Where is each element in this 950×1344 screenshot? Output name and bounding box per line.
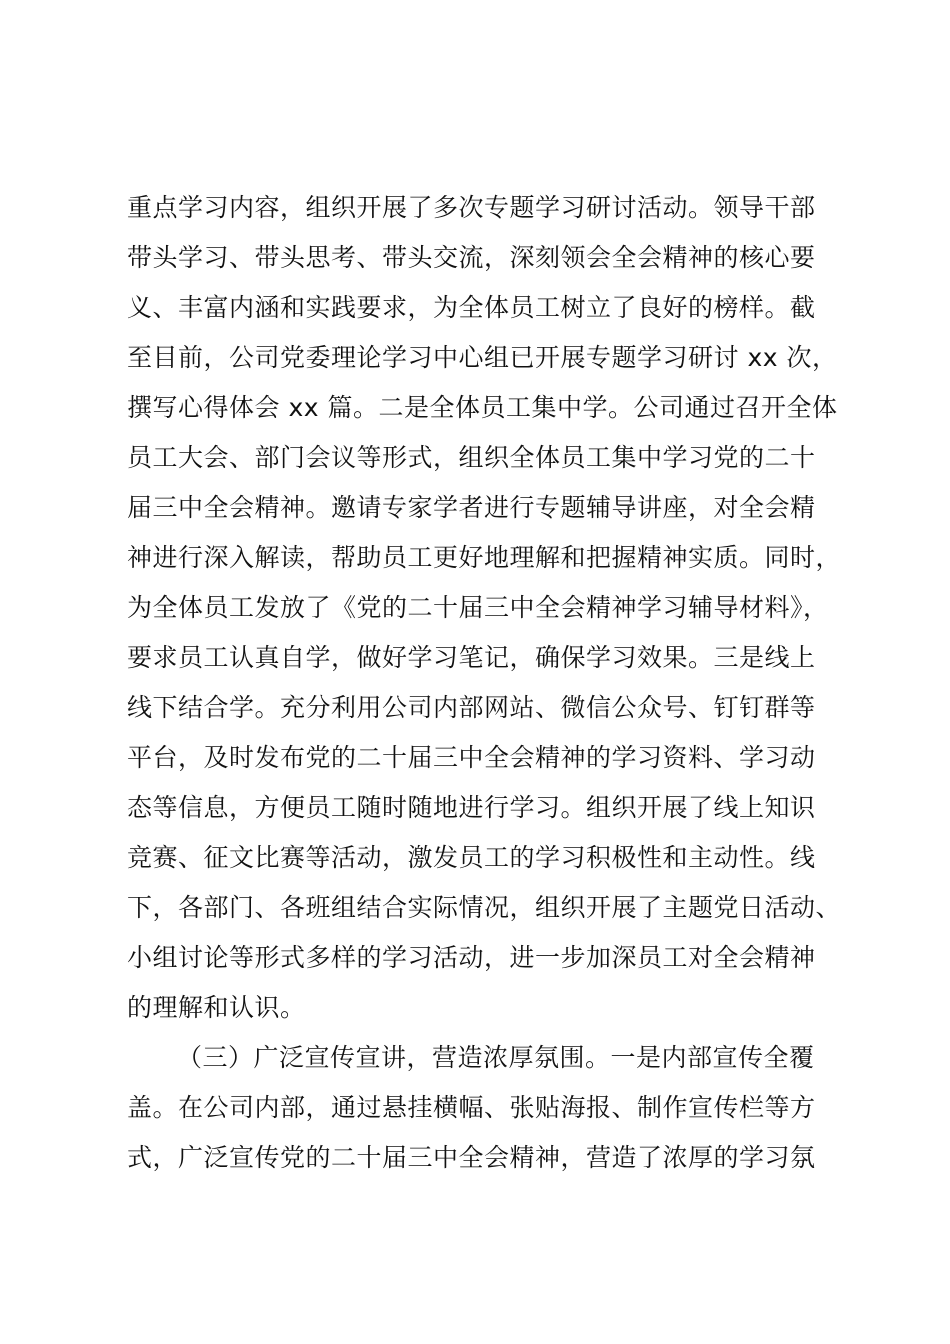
text-line: 要求员工认真自学，做好学习笔记，确保学习效果。三是线上 [127, 643, 816, 672]
body-text [127, 183, 842, 1183]
text-line: 式，广泛宣传党的二十届三中全会精神，营造了浓厚的学习氛 [127, 1143, 816, 1172]
text-line: 义、丰富内涵和实践要求，为全体员工树立了良好的榜样。截 [127, 293, 816, 322]
text-line: 撰写心得体会 xx 篇。二是全体员工集中学。公司通过召开全体 [127, 393, 838, 422]
text-line: 盖。在公司内部，通过悬挂横幅、张贴海报、制作宣传栏等方 [127, 1093, 816, 1122]
text-line: 平台，及时发布党的二十届三中全会精神的学习资料、学习动 [127, 743, 816, 772]
text-line: 届三中全会精神。邀请专家学者进行专题辅导讲座，对全会精 [127, 493, 816, 522]
text-line: 竞赛、征文比赛等活动，激发员工的学习积极性和主动性。线 [127, 843, 816, 872]
text-line: 小组讨论等形式多样的学习活动，进一步加深员工对全会精神 [127, 943, 816, 972]
text-line: 至目前，公司党委理论学习中心组已开展专题学习研讨 xx 次， [127, 343, 838, 372]
text-line: 的理解和认识。 [127, 993, 306, 1022]
text-line: 员工大会、部门会议等形式，组织全体员工集中学习党的二十 [127, 443, 816, 472]
text-line: 下，各部门、各班组结合实际情况，组织开展了主题党日活动、 [127, 893, 842, 922]
text-line: 线下结合学。充分利用公司内部网站、微信公众号、钉钉群等 [127, 693, 816, 722]
text-line: 重点学习内容，组织开展了多次专题学习研讨活动。领导干部 [127, 193, 816, 222]
text-line: 带头学习、带头思考、带头交流，深刻领会全会精神的核心要 [127, 243, 816, 272]
text-line: 为全体员工发放了《党的二十届三中全会精神学习辅导材料》， [127, 593, 829, 622]
text-line: 态等信息，方便员工随时随地进行学习。组织开展了线上知识 [127, 793, 816, 822]
section-heading-line: （三）广泛宣传宣讲，营造浓厚氛围。一是内部宣传全覆 [177, 1043, 815, 1072]
text-line: 神进行深入解读，帮助员工更好地理解和把握精神实质。同时， [127, 543, 842, 572]
